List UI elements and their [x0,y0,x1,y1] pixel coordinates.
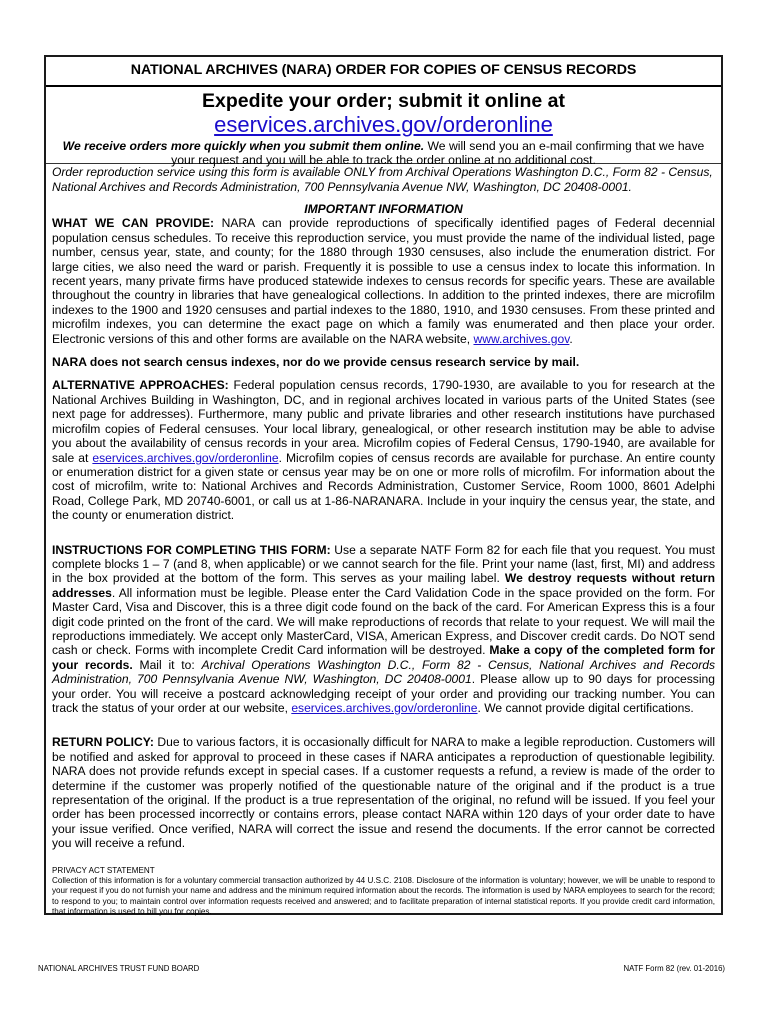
mailing-address: Archival Operations Washington D.C., Form 82 - Census, National Archives and Records Administration, 700 Pennsylvania Avenue NW, Washington, DC 20408-0001 [52,657,716,687]
footer-board-name: NATIONAL ARCHIVES TRUST FUND BOARD [38,964,200,973]
instructions-label: INSTRUCTIONS FOR COMPLETING THIS FORM: [52,542,331,557]
form-page [44,55,723,915]
microfilm-order-link[interactable]: eservices.archives.gov/orderonline [92,450,279,465]
alternative-text-2: . Microfilm copies of census records are available for purchase. An entire county or enumeration district for a given state or census year may be on one or more rolls of microfilm. For information about the cost of microfilm, write to: National Archives and Records Administration, Customer Service, Room 1000, 8601 Adelphi Road, College Park, MD 20740-6001, or call us at 1-86-NARANARA. Include in your inquiry the census year, the state, and the county or enumeration district. [52,450,715,523]
form-title: NATIONAL ARCHIVES (NARA) ORDER FOR COPIES OF CENSUS RECORDS [46,57,721,87]
no-search-text: NARA does not search census indexes, nor do we provide census research service by mail. [52,355,580,370]
expedite-heading: Expedite your order; submit it online at [202,90,565,112]
no-search-notice [52,355,715,369]
expedite-note-text: We will send you an e-mail confirming that we have your request and you will be able to track the order online at no additional cost. [171,139,705,167]
important-info-heading: IMPORTANT INFORMATION [304,202,463,216]
return-policy-label: RETURN POLICY: [52,735,154,750]
what-we-provide-text: NARA can provide reproductions of specifically identified pages of Federal decennial population census schedules. To receive this reproduction service, you must provide the name of the individual listed, page number, census year, state, and county; for the 1880 through 1930 censuses, also include the enumeration district. For large cities, we also need the ward or parish. Frequently it is possible to use a census index to locate this information. In recent years, many private firms have produced statewide indexes to census records for specific years. These are available throughout the country in libraries that have genealogical collections. In addition to the printed indexes, there are microfilm indexes to the 1900 and 1920 censuses and partial indexes to the 1880, 1910, and 1930 censuses. From these printed and microfilm indexes, you can determine the exact page on which a family was enumerated and then place your order. Electronic versions of this and other forms are available on the NARA website, [52,216,715,346]
alternative-text-1: Federal population census records, 1790-1930, are available to you for research at the National Archives Building in Washington, DC, and in regional archives located in various parts of the United States (see next page for addresses). Furthermore, many public and private libraries and other research institutions have purchased microfilm copies of Federal censuses. Your local library, genealogical, or other research institution may be able to advise you about the availability of census records in your area. Microfilm copies of Federal Census, 1790-1940, are available for sale at [52,378,715,465]
privacy-act-statement [52,866,715,918]
order-online-link[interactable]: eservices.archives.gov/orderonline [214,112,553,137]
instructions-bold-1: We destroy requests without return addresses [52,571,715,600]
privacy-title: PRIVACY ACT STATEMENT [52,865,155,875]
what-we-provide-label: WHAT WE CAN PROVIDE: [52,216,215,231]
instructions-text-1: Use a separate NATF Form 82 for each file that you request. You must complete blocks 1 – 7 (and 8, when applicable) or we cannot search for the file. Print your name (last, first, MI) and address in the box provided at the bottom of the form. This serves as your mailing label. [52,542,715,586]
alternative-approaches-label: ALTERNATIVE APPROACHES: [52,378,229,393]
privacy-text: Collection of this information is for a voluntary commercial transaction authorized by 44 U.S.C. 2108. Disclosure of the information is voluntary; however, we will be unable to respond to your request if you do not furnish your name and address and the minimum required information about the records. The information is used by NARA employees to search for the record; to respond to you; to maintain control over information requests received and answered; and to facilitate preparation of internal statistical reports. If you provide credit card information, that information is used to bill you for copies. [52,876,715,917]
instructions-bold-2: Make a copy of the completed form for your records. [52,643,715,672]
return-policy-text: Due to various factors, it is occasionally difficult for NARA to make a legible reproduction. Customers will be notified and asked for approval to proceed in these cases if NARA anticipates a reproduction of questionable legibility. NARA does not provide refunds except in special cases. If a customer requests a refund, a review is made of the order to determine if the customer was properly notified of the questionable nature of the original and if the product is a true representation of the original. If the product is a true representation of the original, no refund will be issued. If you feel your order has been processed incorrectly or contains errors, please contact NARA within 120 days of your order date to have your issue verified. Once verified, NARA will correct the issue and resend the documents. If the error cannot be corrected you will receive a refund. [52,735,716,851]
instructions-text-2: . All information must be legible. Please enter the Card Validation Code in the space provided on the form. For Master Card, Visa and Discover, this is a three digit code found on the back of the card. For American Express this is a four digit code printed on the front of the card. We will make reproductions of records that relate to your request. We will mail the reproductions immediately. We accept only MasterCard, VISA, American Express, and Discover credit cards. Do NOT send cash or check. Forms with incomplete Credit Card information will be destroyed. [52,585,715,658]
instructions-text-5: . We cannot provide digital certifications. [477,701,694,715]
instructions-text-3: Mail it to: [132,657,202,672]
return-policy-paragraph [52,735,715,850]
what-we-provide-end: . [569,331,573,346]
expedite-section [46,87,721,167]
what-we-provide-paragraph [52,216,715,346]
instructions-paragraph [52,543,715,716]
availability-notice: Order reproduction service using this form is available ONLY from Archival Operations Washington D.C., Form 82 - Census, National Archives and Records Administration, 700 Pennsylvania Avenue NW, Washington, DC 20408-0001. [52,165,713,194]
form-body [46,202,721,918]
instructions-text-4: . Please allow up to 90 days for processing your order. You will receive a postcard acknowledging receipt of your order and providing our tracking number. You can track the status of your order at our website, [52,672,715,715]
track-order-link[interactable]: eservices.archives.gov/orderonline [291,701,478,715]
alternative-approaches-paragraph [52,378,715,522]
expedite-note [46,139,721,167]
footer-form-number: NATF Form 82 (rev. 01-2016) [623,964,725,973]
expedite-note-bold: We receive orders more quickly when you submit them online. [62,139,425,153]
archives-website-link[interactable]: www.archives.gov [473,331,570,346]
